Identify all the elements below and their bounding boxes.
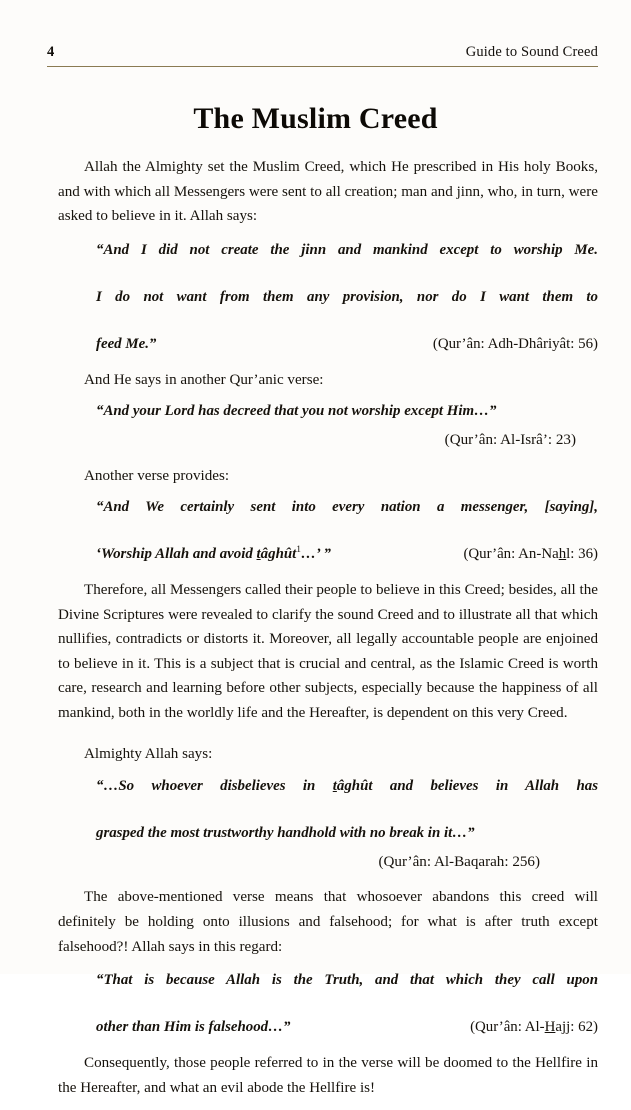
quote-text: “…So whoever disbelieves in — [96, 778, 333, 795]
quote-text: âghût — [260, 546, 297, 563]
page-number: 4 — [47, 44, 55, 60]
transliteration-underline: t — [256, 546, 261, 563]
transliteration-underline: H — [544, 1019, 556, 1036]
spacer — [58, 878, 598, 885]
quote-line: “And I did not create the jinn and mankind except to worship Me. — [96, 241, 598, 258]
quote-block-hajj — [58, 969, 598, 1040]
paragraph-above-mentioned: The above-mentioned verse means that whosoever abandons this creed will definitely be holding onto illusions and falsehood; for what is after truth except falsehood?! Allah says in this regard: — [58, 889, 598, 955]
quote-block-baqarah — [58, 775, 598, 846]
quote-citation — [463, 543, 598, 567]
running-header — [47, 44, 598, 61]
quote-line: other than Him is falsehood…” — [96, 1019, 291, 1036]
chapter-title: The Muslim Creed — [193, 102, 438, 136]
quote-block-nahl — [58, 496, 598, 567]
header-rule — [47, 66, 598, 67]
quote-block-isra — [58, 400, 598, 424]
paragraph-lead-nahl: Another verse provides: — [84, 467, 230, 484]
quote-citation: (Qur’ân: Adh-Dhâriyât: 56) — [432, 336, 598, 353]
spacer — [58, 1044, 598, 1051]
quote-text: and believes in Allah has — [372, 778, 598, 795]
quote-text: ‘Worship Allah and avoid — [96, 546, 257, 563]
quote-line: grasped the most trustworthy handhold with no break in it…” — [96, 825, 475, 842]
paragraph-consequently: Consequently, those people referred to in the verse will be doomed to the Hellfire in the Hereafter, and what an evil abode the Hellfire is! — [58, 1055, 598, 1096]
footnote-marker[interactable]: 1 — [296, 545, 302, 556]
quote-text: …’ ” — [301, 546, 331, 563]
quote-line-with-citation — [96, 1016, 598, 1040]
quote-citation — [470, 1016, 598, 1040]
body-column — [58, 155, 598, 1110]
citation-baqarah: (Qur’ân: Al-Baqarah: 256) — [378, 853, 540, 870]
transliteration-underline: t — [332, 778, 337, 795]
quote-line-with-citation — [96, 543, 598, 567]
citation-text: (Qur’ân: An-Na — [463, 546, 559, 563]
citation-text: (Qur’ân: Al- — [470, 1019, 545, 1036]
citation-text: ajj: 62) — [555, 1019, 598, 1036]
spacer — [58, 361, 598, 368]
transliteration-underline: h — [558, 546, 567, 563]
quote-line — [96, 775, 598, 822]
citation-isra: (Qur’ân: Al-Isrâ’: 23) — [444, 431, 576, 448]
quote-text: âghût — [336, 778, 373, 795]
paragraph-therefore: Therefore, all Messengers called their people to believe in this Creed; besides, all the Divine Scriptures were revealed to clarify the sound Creed and to illustrate all that which nullifies, contradicts or distorts it. Moreover, all legally accountable people are enjoined to believe in it. This is a subject that is crucial and central, as the Islamic Creed is worth care, research and learning before other subjects, especially because the happiness of all mankind, both in the worldly life and the Hereafter, is dependent on this very Creed. — [58, 581, 598, 721]
citation-text: l: 36) — [566, 546, 598, 563]
quote-line: “And your Lord has decreed that you not worship except Him…” — [96, 403, 497, 420]
running-title: Guide to Sound Creed — [465, 44, 598, 60]
paragraph-intro: Allah the Almighty set the Muslim Creed, which He prescribed in His holy Books, and with which all Messengers were sent to all creation; man and jinn, who, in turn, were asked to believe in it. Allah says: — [58, 159, 598, 225]
quote-line-with-citation — [96, 333, 598, 357]
paragraph-lead-baqarah: Almighty Allah says: — [84, 746, 213, 763]
quote-line: “That is because Allah is the Truth, and that which they call upon — [96, 972, 598, 989]
quote-block-dhariyat — [58, 239, 598, 357]
quote-line — [96, 543, 331, 567]
quote-line: I do not want from them any provision, nor do I want them to — [96, 288, 598, 305]
paragraph-lead-isra: And He says in another Qur’anic verse: — [84, 371, 324, 388]
spacer — [58, 735, 598, 742]
quote-line: feed Me.” — [96, 336, 157, 353]
spacer — [58, 457, 598, 464]
quote-line: “And We certainly sent into every nation a messenger, [saying], — [96, 499, 598, 516]
spacer — [58, 571, 598, 578]
